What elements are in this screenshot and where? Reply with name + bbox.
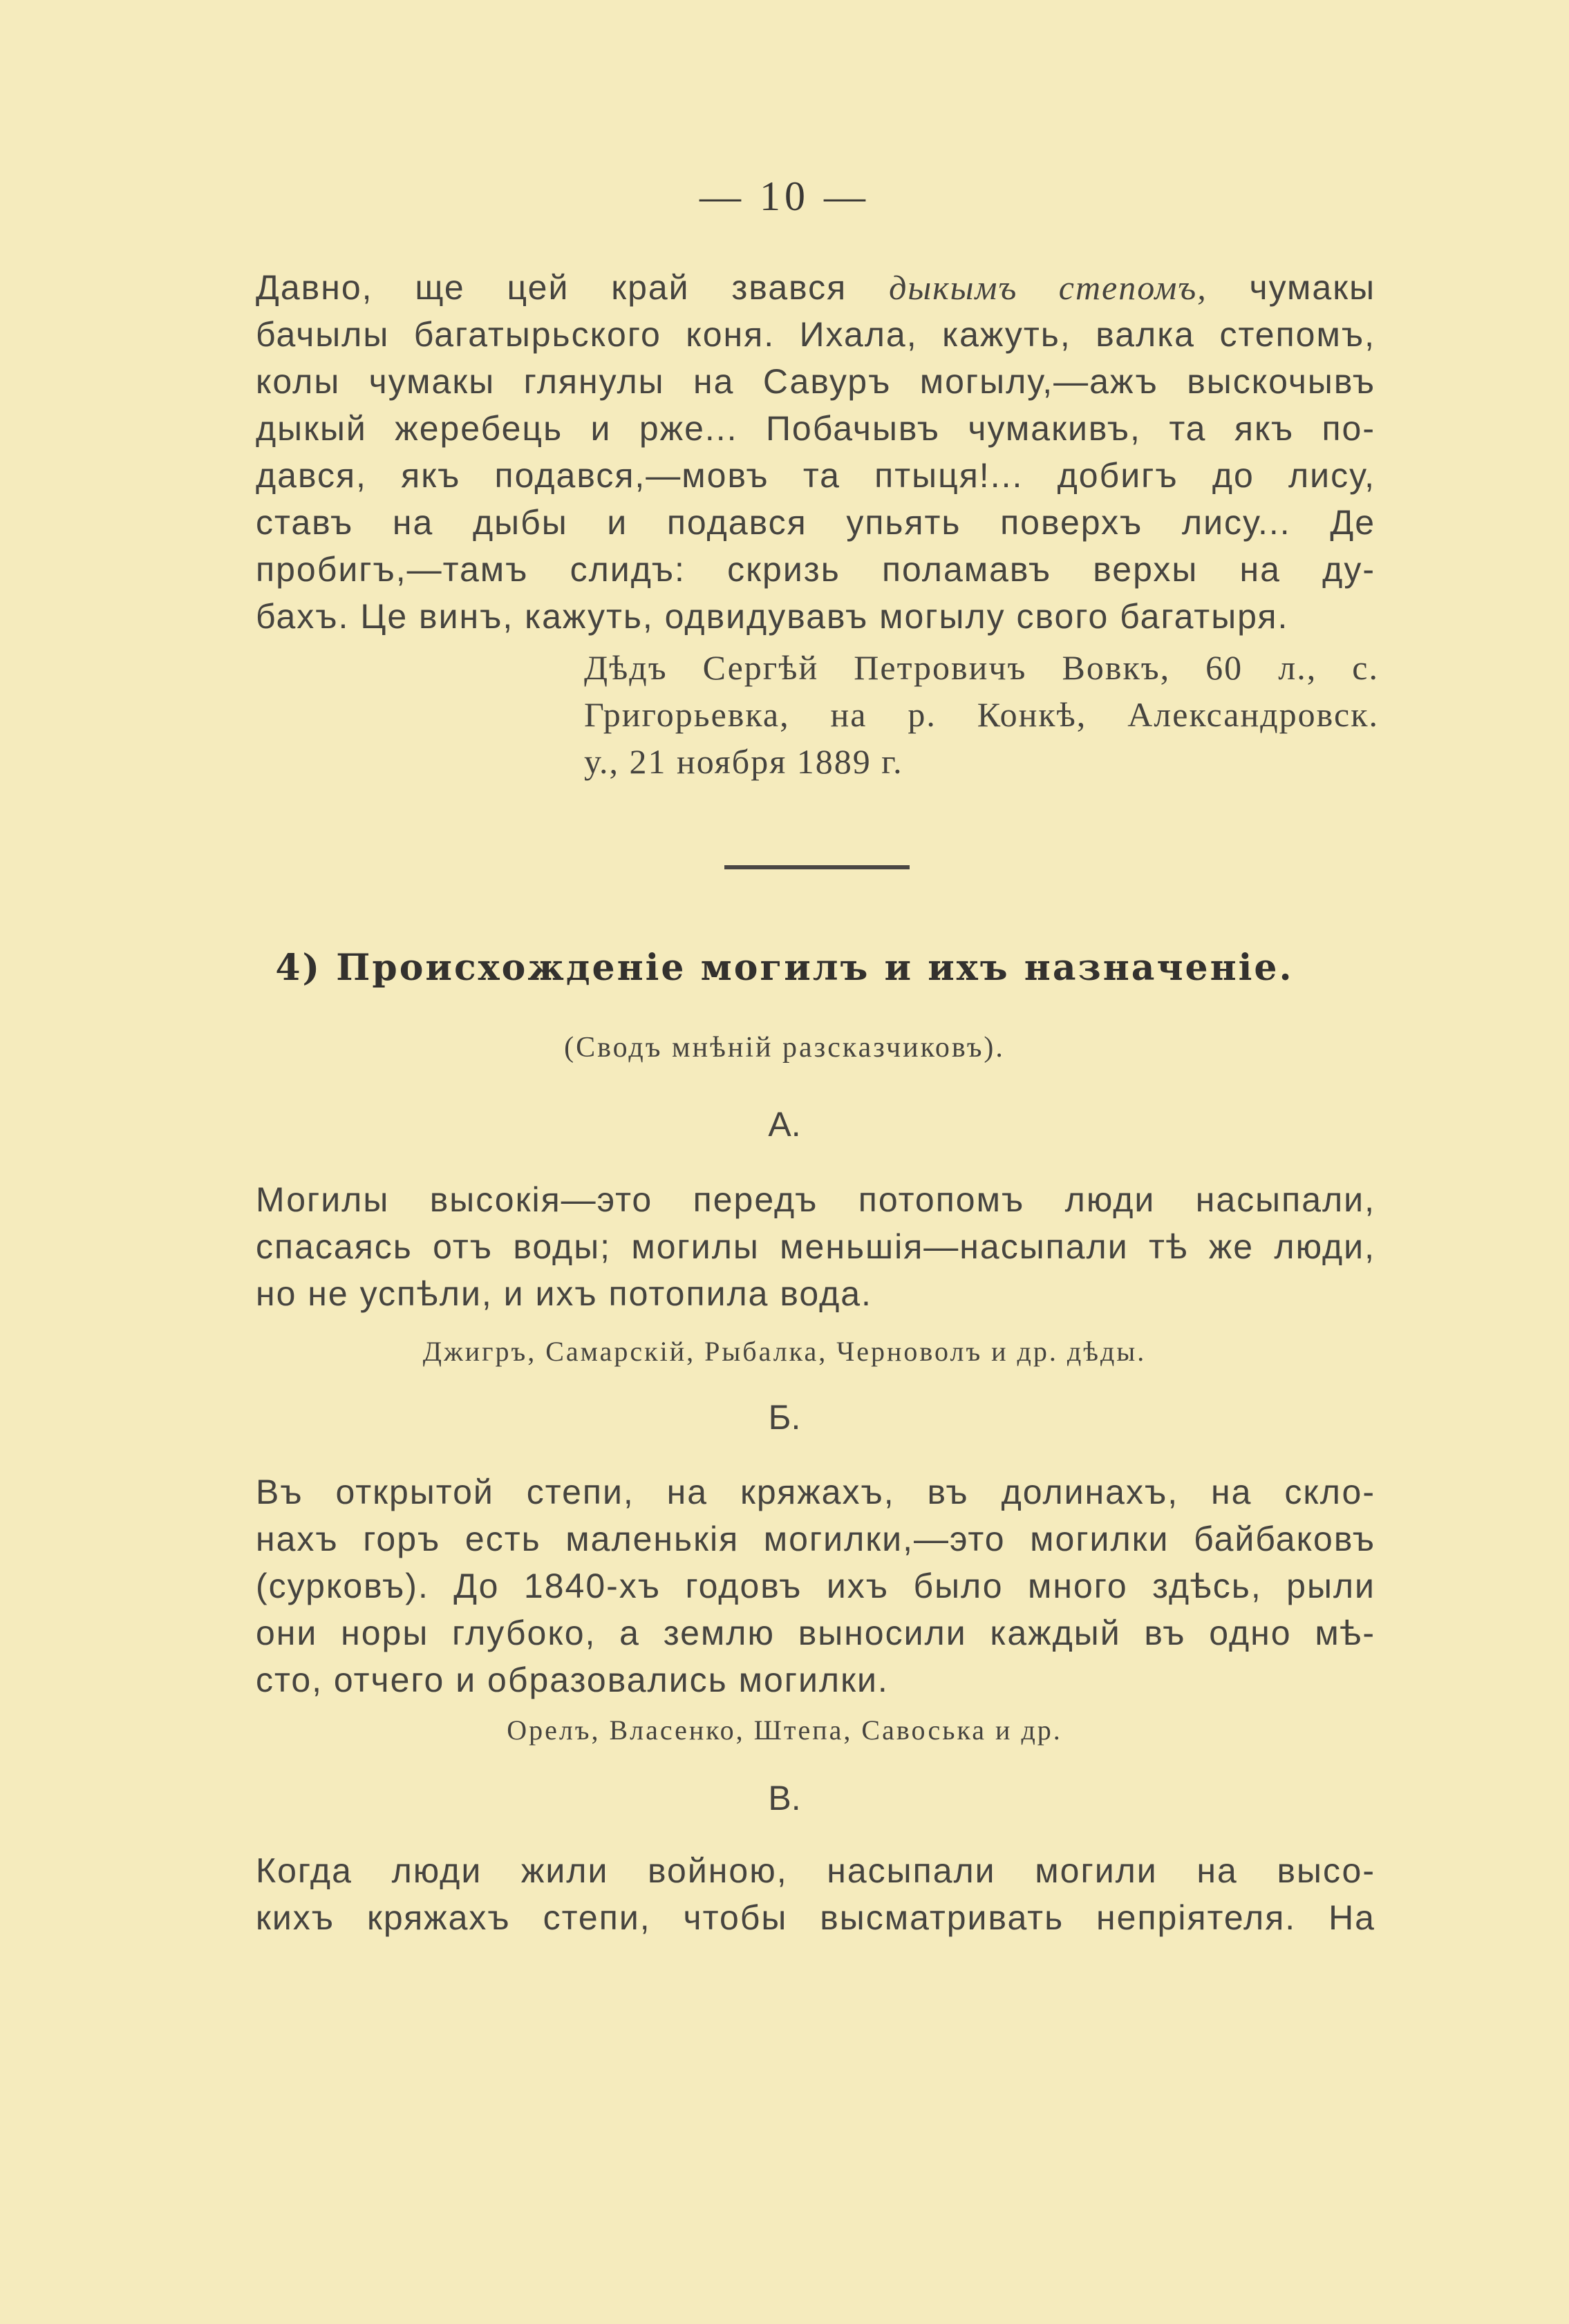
- page-number: — 10 —: [699, 173, 870, 219]
- story-line-text: Давно, ще цей край звався: [256, 268, 890, 307]
- part-letter-b: Б.: [768, 1398, 801, 1437]
- part-line: спасаясь отъ воды; могилы меньшія—насыпали тѣ же люди,: [256, 1227, 1375, 1266]
- story-line: дався, якъ подався,—мовъ та птыця!... добигъ до лису,: [256, 456, 1375, 495]
- part-line: они норы глубоко, а землю выносили каждый въ одно мѣ-: [256, 1614, 1375, 1652]
- story-line-text: чумакы: [1207, 268, 1376, 307]
- part-line: сто, отчего и образовались могилки.: [256, 1661, 889, 1699]
- part-line: кихъ кряжахъ степи, чтобы высматривать непріятеля. На: [256, 1898, 1375, 1937]
- part-line: Могилы высокія—это передъ потопомъ люди насыпали,: [256, 1180, 1375, 1219]
- section-heading: 4) Происхожденіе могилъ и ихъ назначеніе.: [275, 947, 1294, 989]
- story-line: бахъ. Це винъ, кажуть, одвидувавъ могылу свого багатыря.: [256, 597, 1289, 636]
- story-attribution: [584, 644, 1379, 785]
- story-line: ставъ на дыбы и подався упьять поверхъ лису... Де: [256, 503, 1375, 542]
- story-line: колы чумакы глянулы на Савуръ могылу,—ажъ выскочывъ: [256, 362, 1375, 401]
- part-a-paragraph: [256, 1176, 1375, 1317]
- part-line: но не успѣли, и ихъ потопила вода.: [256, 1274, 872, 1313]
- attribution-line: Дѣдъ Сергѣй Петровичъ Вовкъ, 60 л., с.: [584, 648, 1379, 687]
- part-b-paragraph: [256, 1468, 1375, 1703]
- section-divider: [724, 865, 910, 869]
- part-a-credit: Джигръ, Самарскій, Рыбалка, Черноволъ и др. дѣды.: [422, 1336, 1147, 1367]
- section-subheading: (Сводъ мнѣній разсказчиковъ).: [564, 1032, 1005, 1064]
- part-line: Когда люди жили войною, насыпали могили на высо-: [256, 1851, 1375, 1890]
- italic-phrase: дыкымъ степомъ,: [889, 268, 1208, 307]
- attribution-line: Григорьевка, на р. Конкѣ, Александровск.: [584, 695, 1379, 734]
- story-line: [256, 264, 1375, 311]
- part-b-credit: Орелъ, Власенко, Штепа, Савоська и др.: [507, 1714, 1062, 1746]
- story-line: бачылы багатырьского коня. Ихала, кажуть, валка степомъ,: [256, 315, 1375, 354]
- part-line: Въ открытой степи, на кряжахъ, въ долинахъ, на скло-: [256, 1473, 1375, 1511]
- part-line: нахъ горъ есть маленькія могилки,—это могилки байбаковъ: [256, 1520, 1375, 1558]
- story-paragraph: [256, 264, 1375, 640]
- story-line: дыкый жеребець и рже... Побачывъ чумакивъ, та якъ по-: [256, 409, 1375, 448]
- part-line: (сурковъ). До 1840-хъ годовъ ихъ было много здѣсь, рыли: [256, 1567, 1375, 1605]
- part-letter-v: В.: [768, 1779, 801, 1817]
- part-letter-a: А.: [768, 1105, 801, 1144]
- story-line: пробигъ,—тамъ слидъ: скризь поламавъ верхы на ду-: [256, 550, 1375, 589]
- part-v-paragraph: [256, 1847, 1375, 1941]
- attribution-line: у., 21 ноября 1889 г.: [584, 742, 903, 781]
